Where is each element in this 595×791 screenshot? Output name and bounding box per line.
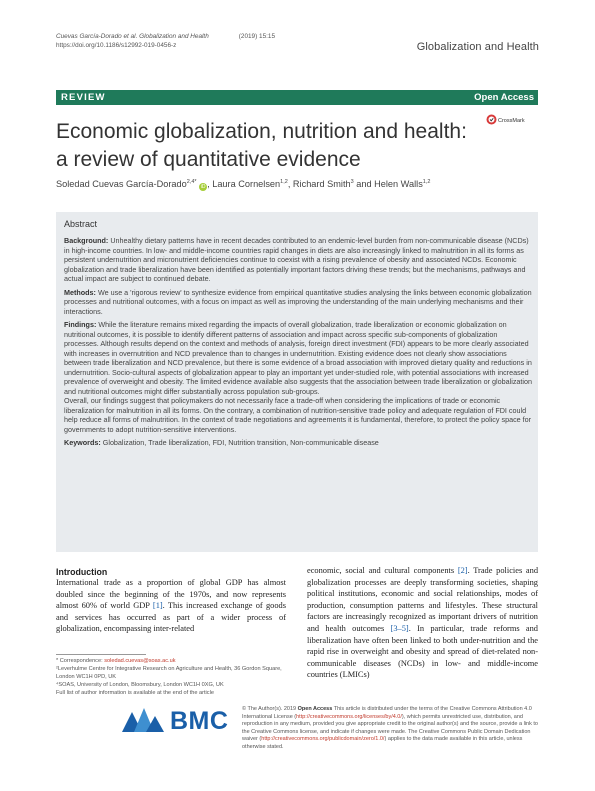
introduction-heading: Introduction [56,567,108,577]
footnotes [56,657,286,697]
affiliation: ²Leverhulme Centre for Integrative Research on Agriculture and Health, 36 Gordon Square, London WC1H 0PD, UK [56,666,282,680]
body-text: International trade as a proportion of global GDP has almost doubled since the beginning of the 1970s, and now represents almost 60% of world GDP [56,578,286,611]
citation-link[interactable]: [3–5] [390,623,409,633]
doi-link[interactable]: https://doi.org/10.1186/s12992-019-0456-z [56,41,177,49]
affiliation-sup: 2,4* [186,179,197,185]
author-list [56,179,430,191]
abstract-body [64,236,532,452]
body-text: . This increased exchange of goods and services has occurred as part of a wider process of globalization, encompassing inter-related [56,601,286,634]
license-body: ) applies to the data made available in this article, unless otherwise stated. [242,736,523,750]
citation-year-volume: (2019) 15:15 [238,33,276,40]
abstract-box [56,212,538,552]
author-name: Soledad Cuevas García-Dorado [56,179,187,190]
keywords-text: Globalization, Trade liberalization, FDI, Nutrition transition, Non-communicable disease [102,438,379,447]
article-type-band [56,90,538,105]
license-body: This article is distributed under the terms of the Creative Commons Attribution 4.0 International License ( [242,706,532,720]
author-name: and Helen Walls [353,179,423,190]
author-name: , Laura Cornelsen [207,179,281,190]
affiliation-sup: 3 [350,179,354,185]
open-access-label: Open Access [297,706,333,712]
section-label: Methods: [64,287,96,297]
running-header [56,33,275,50]
license-link[interactable]: http://creativecommons.org/licenses/by/4.0/ [296,713,402,720]
journal-name: Globalization and Health [416,41,539,53]
section-text: Unhealthy dietary patterns have in recent decades contributed to an endemic-level burden from non-communicable disease (NCDs) in high-income countries. In low- and middle-income countries rapid changes in diets are also increasingly linked to malnutrition in all its forms as persistent undernutrition and micronutrient deficiencies continue to coexist with a rising prevalence of obesity and associated NCDs. Economic globalization and trade liberalization have been identified as potentially important factors driving these trends; but the mechanisms, pathways and actual impact are subject to continued debate. [64,236,529,283]
abstract-overall: Overall, our findings suggest that policymakers do not necessarily face a trade-off when considering the implications of trade or economic liberalization for malnutrition in all its forms. On the contrary, a combination of nutrition-sensitive trade policy and adequate regulation of FDI could help reduce all forms of malnutrition. In the context of trade negotiations and agreements it is fundamental, therefore, to protect the policy space for governments to adopt nutrition-sensitive interventions. [64,396,532,434]
body-text: . In particular, trade reforms and liberalization have often been linked to both under-nutrition and the rapid rise in overweight and obesity and spread of diet-related non-communicable diseases (NCDs) in low- and middle-income countries (LMICs) [307,623,538,680]
citation-link[interactable]: [1] [152,601,163,611]
abstract-background [64,236,532,284]
abstract-keywords [64,438,532,448]
bmc-logo-mark-icon [120,706,166,734]
body-column-left [56,577,286,635]
citation-link[interactable]: [2] [457,566,468,575]
section-text: While the literature remains mixed regarding the impacts of overall globalization, trade liberalization or economic globalization on nutritional outcomes, it is possible to identify different patterns of association and impact across specific sub-components of globalization processes. Although results depend on the context and methods of analysis, foreign direct investment (FDI) appears to be more clearly associated with increases in overnutrition and NCD prevalence than to changes in undernutrition. Existing evidence does not clearly show associations between trade liberalization and NCD prevalence, but there is some evidence of a broad association with improved dietary quality and reductions in undernutrition. Socio-cultural aspects of globalization appear to play an important yet under-studied role, with potential associations with increased prevalence of overweight and obesity. The limited evidence available also suggests that the association between trade liberalization or globalization and nutritional outcomes might differ substantially across population sub-groups. [64,320,533,396]
correspondence-email[interactable]: soledad.cuevas@soas.ac.uk [104,658,176,664]
correspondence [56,657,286,665]
abstract-methods [64,288,532,317]
section-label: Findings: [64,320,97,329]
correspondence-label: * Correspondence: [56,658,105,664]
orcid-icon[interactable]: iD [200,184,206,191]
copyright: © The Author(s). 2019 [242,706,298,712]
abstract-heading: Abstract [64,219,98,229]
body-text: economic, social and cultural components [307,566,458,575]
license-text [242,706,542,751]
body-column-right [307,565,538,681]
footnote-divider [56,654,146,655]
affiliation-sup: 1,2 [280,179,288,185]
article-title: Economic globalization, nutrition and health: a review of quantitative evidence [56,120,467,171]
author-name: , Richard Smith [287,179,351,190]
abstract-findings [64,320,532,396]
body-text: . Trade policies and globalization processes are deeply transforming societies, shaping political institutions, economic and social relationships, modes of production, consumption patterns and lifestyles. These structural factors are increasingly recognized as important drivers of nutrition and health outcomes [307,566,539,633]
article-type-label: REVIEW [61,92,106,103]
open-access-label: Open Access [474,92,534,103]
section-label: Background: [64,236,109,245]
affiliation-sup: 1,2 [422,179,431,185]
crossmark-icon [486,114,497,125]
section-label: Keywords: [64,438,101,447]
bmc-logo-text: BMC [170,707,229,735]
waiver-link[interactable]: http://creativecommons.org/publicdomain/zero/1.0/ [261,736,385,742]
author-info-note: Full list of author information is available at the end of the article [56,690,214,696]
license-body: ), which permits unrestricted use, distribution, and reproduction in any medium, provided you give appropriate credit to the original author(s) and the source, provide a link to the Creative Commons license, and indicate if changes were made. The Creative Commons Public Domain Dedication waiver ( [242,713,538,742]
crossmark-label: CrossMark [498,118,525,124]
citation-journal: Globalization and Health [139,33,209,40]
affiliation: ⁴SOAS, University of London, Bloomsbury, London WC1H 0XG, UK [56,682,224,688]
section-text: We use a 'rigorous review' to synthesize evidence from empirical quantitative studies analysing the links between economic globalization processes and nutritional outcomes, with a focus on impact as well as improving the understanding of the main underlying mechanisms and their interactions. [64,287,532,316]
citation-authors: Cuevas García-Dorado et al. [56,33,138,40]
